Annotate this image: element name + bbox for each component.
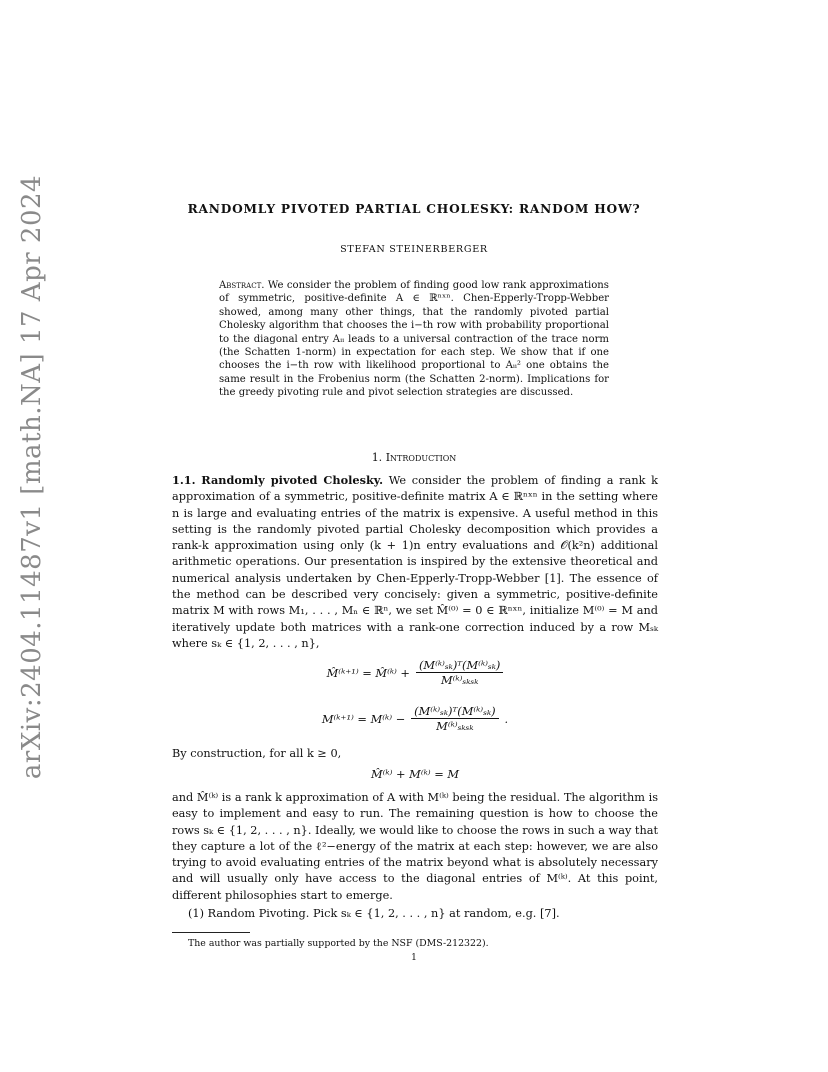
equation-1-denominator: M⁽ᵏ⁾ₛₖₛₖ xyxy=(440,673,479,687)
equation-2-lhs: M⁽ᵏ⁺¹⁾ = M⁽ᵏ⁾ − xyxy=(321,711,406,726)
paper-title: RANDOMLY PIVOTED PARTIAL CHOLESKY: RANDOM HOW? xyxy=(187,202,641,216)
equation-2-denominator: M⁽ᵏ⁾ₛₖₛₖ xyxy=(436,719,474,733)
abstract xyxy=(219,279,609,400)
section-heading xyxy=(0,451,828,464)
list-item-1: (1) Random Pivoting. Pick sₖ ∈ {1, 2, . . . , n} at random, e.g. [7]. xyxy=(188,907,560,920)
arxiv-side-stamp xyxy=(14,174,50,780)
page-number: 1 xyxy=(411,953,417,963)
equation-1-numerator: (M⁽ᵏ⁾ₛₖ)ᵀ(M⁽ᵏ⁾ₛₖ) xyxy=(418,658,501,672)
equation-1-lhs: M̂⁽ᵏ⁺¹⁾ = M̂⁽ᵏ⁾ + xyxy=(326,665,410,680)
paragraph-2: and M̂⁽ᵏ⁾ is a rank k approximation of A with M⁽ᵏ⁾ being the residual. The algorithm is easy to implement and easy to run. The remaining question is how to choose the rows sₖ ∈ {1, 2, . . . , n}. Ideally, we would like to choose the rows in such a way that they capture a lot of the ℓ²−energy of the matrix at each step: however, we are also trying to avoid evaluating entries of the matrix beyond what is absolutely necessary and will usually only have access to the diagonal entries of M⁽ᵏ⁾. At this point, different philosophies start to emerge. xyxy=(172,791,659,902)
footnote-rule xyxy=(172,932,250,933)
paragraph-1-text: We consider the problem of finding a rank k approximation of a symmetric, positive-definite matrix A ∈ ℝⁿˣⁿ in the setting where n is large and evaluating entries of the matrix is expensive. A useful method in this setting is the randomly pivoted partial Cholesky decomposition which provides a rank-k approximation using only (k + 1)n entry evaluations and 𝒪(k²n) additional arithmetic operations. Our presentation is inspired by the extensive theoretical and numerical analysis undertaken by Chen-Epperly-Tropp-Webber [1]. The essence of the method can be described very concisely: given a symmetric, positive-definite matrix M with rows M₁, . . . , Mₙ ∈ ℝⁿ, we set M̂⁽⁰⁾ = 0 ∈ ℝⁿˣⁿ, initialize M⁽⁰⁾ = M and iteratively update both matrices with a rank-one correction induced by a row Mₛₖ where sₖ ∈ {1, 2, . . . , n}, xyxy=(172,474,658,650)
section-number: 1. xyxy=(371,451,383,464)
equation-1-fraction xyxy=(416,658,503,687)
section-title: Introduction xyxy=(385,451,457,464)
by-construction-line: By construction, for all k ≥ 0, xyxy=(172,747,342,760)
abstract-label: Abstract. xyxy=(219,280,265,291)
equation-2-period: . xyxy=(504,711,509,726)
paragraph-1 xyxy=(172,472,658,652)
footnote: The author was partially supported by the NSF (DMS-212322). xyxy=(188,938,489,949)
equation-3: M̂⁽ᵏ⁾ + M⁽ᵏ⁾ = M xyxy=(370,767,460,781)
equation-2-fraction xyxy=(411,704,498,733)
subsection-title: Randomly pivoted Cholesky. xyxy=(201,473,384,487)
abstract-text: We consider the problem of finding good low rank approximations of symmetric, positive-definite A ∈ ℝⁿˣⁿ. Chen-Epperly-Tropp-Webber showed, among many other things, that the randomly pivoted partial Cholesky algorithm that chooses the i−th row with probability proportional to the diagonal entry Aᵢᵢ leads to a universal contraction of the trace norm (the Schatten 1-norm) in expectation for each step. We show that if one chooses the i−th row with likelihood proportional to Aᵢᵢ² one obtains the same result in the Frobenius norm (the Schatten 2-norm). Implications for the greedy pivoting rule and pivot selection strategies are discussed. xyxy=(219,280,609,399)
equation-2-numerator: (M⁽ᵏ⁾ₛₖ)ᵀ(M⁽ᵏ⁾ₛₖ) xyxy=(414,704,496,718)
equation-2 xyxy=(172,704,658,733)
subsection-number: 1.1. xyxy=(172,473,196,487)
equation-1 xyxy=(172,658,658,687)
paper-author: STEFAN STEINERBERGER xyxy=(340,244,488,255)
arxiv-identifier: arXiv:2404.11487v1 [math.NA] 17 Apr 2024 xyxy=(17,174,48,780)
